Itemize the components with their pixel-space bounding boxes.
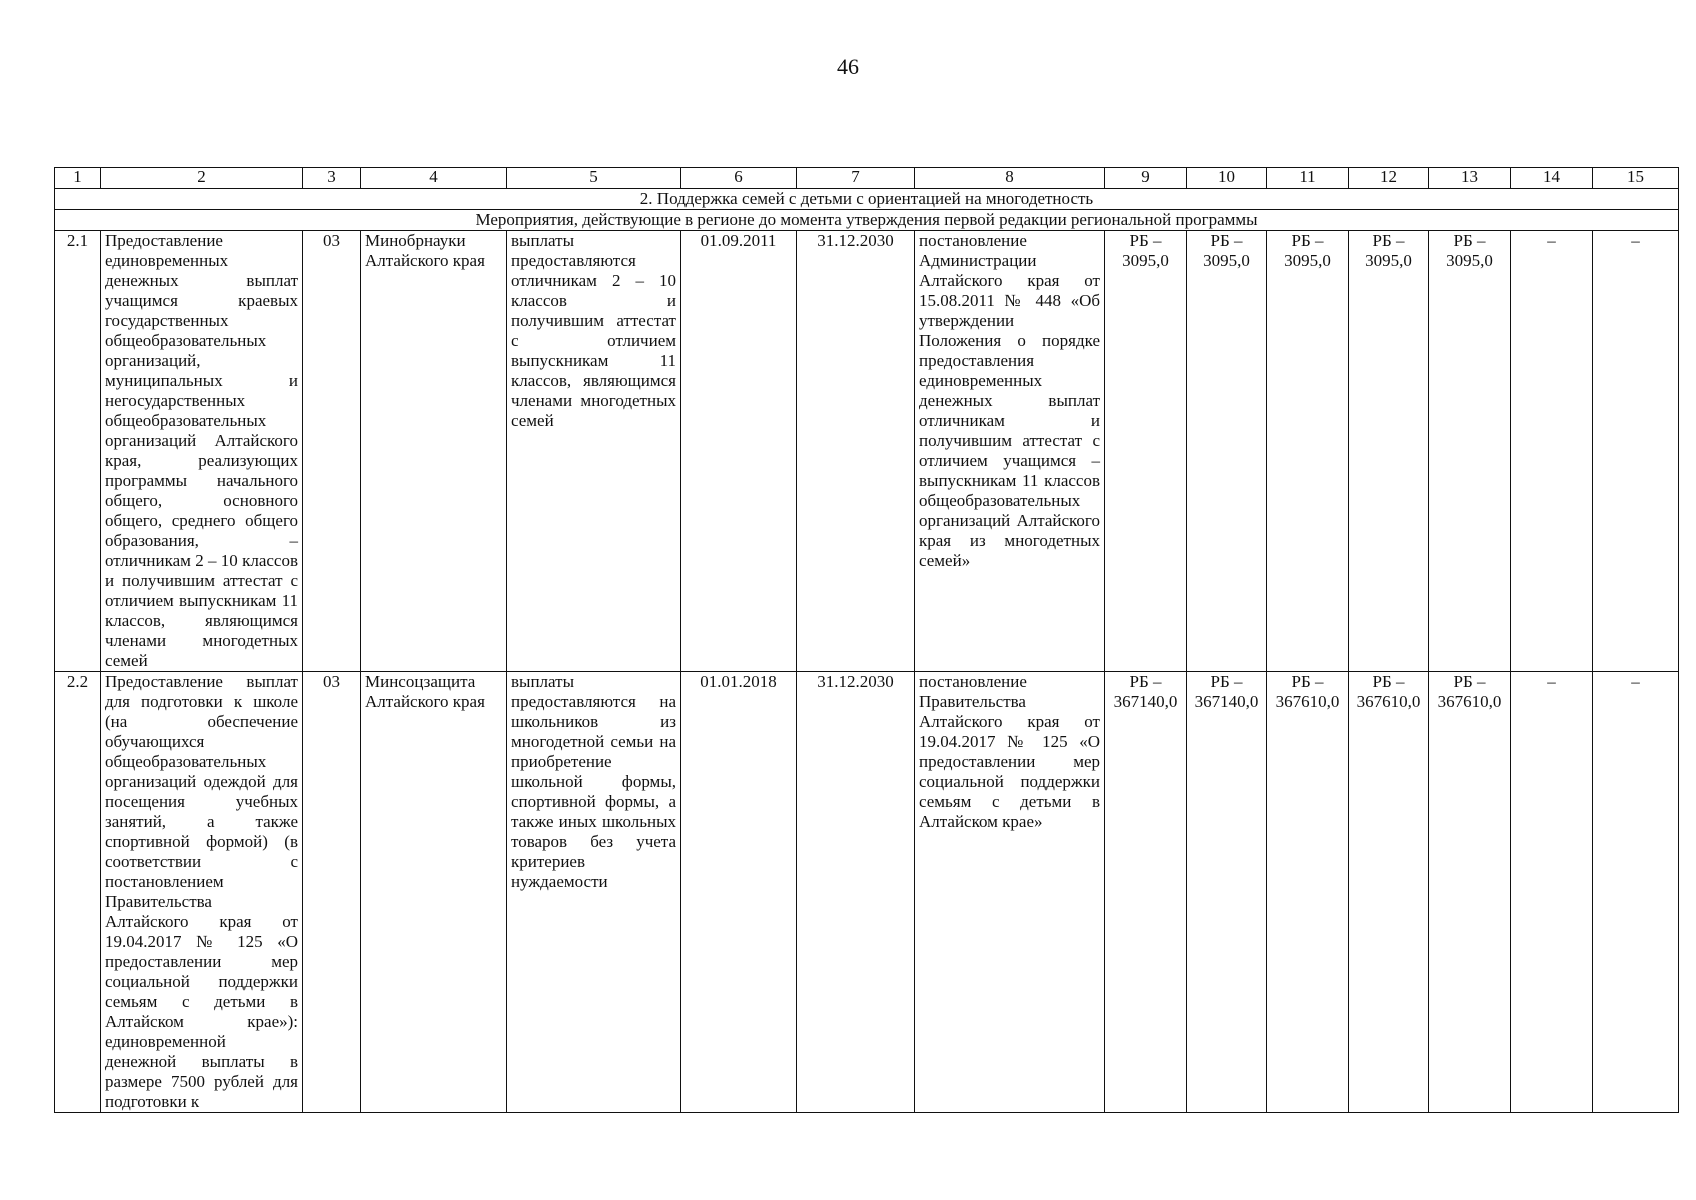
responsible-agency: Минсоцзащита Алтайского края bbox=[361, 672, 507, 1113]
column-number: 11 bbox=[1267, 168, 1349, 189]
funding-col-9: РБ – 367140,0 bbox=[1105, 672, 1187, 1113]
measure-conditions: выплаты предоставляются на школьников из многодетной семьи на приобретение школьной формы, спортивной формы, а также иных школьных товаров без учета критериев нуждаемости bbox=[507, 672, 681, 1113]
column-number-row bbox=[55, 168, 1679, 189]
responsible-agency: Минобрнауки Алтайского края bbox=[361, 231, 507, 672]
measure-code: 03 bbox=[303, 231, 361, 672]
funding-col-15: – bbox=[1593, 672, 1679, 1113]
legal-act: постановление Администрации Алтайского края от 15.08.2011 № 448 «Об утверждении Положения о порядке предоставления единовременных денежных выплат отличникам и получившим аттестат с отличием учащимся – выпускникам 11 классов общеобразовательных организаций Алтайского края из многодетных семей» bbox=[915, 231, 1105, 672]
funding-col-9: РБ – 3095,0 bbox=[1105, 231, 1187, 672]
page-number: 46 bbox=[837, 54, 859, 79]
funding-col-14: – bbox=[1511, 231, 1593, 672]
funding-col-15: – bbox=[1593, 231, 1679, 672]
end-date: 31.12.2030 bbox=[797, 672, 915, 1113]
measure-code: 03 bbox=[303, 672, 361, 1113]
measure-name: Предоставление выплат для подготовки к школе (на обеспечение обучающихся общеобразовательных организаций одеждой для посещения учебных занятий, а также спортивной формой) (в соответствии с постановлением Правительства Алтайского края от 19.04.2017 № 125 «О предоставлении мер социальной поддержки семьям с детьми в Алтайском крае»): единовременной денежной выплаты в размере 7500 рублей для подготовки к bbox=[101, 672, 303, 1113]
column-number: 2 bbox=[101, 168, 303, 189]
row-number: 2.1 bbox=[55, 231, 101, 672]
end-date: 31.12.2030 bbox=[797, 231, 915, 672]
funding-col-13: РБ – 367610,0 bbox=[1429, 672, 1511, 1113]
funding-col-14: – bbox=[1511, 672, 1593, 1113]
measures-table bbox=[54, 167, 1679, 1113]
column-number: 12 bbox=[1349, 168, 1429, 189]
column-number: 15 bbox=[1593, 168, 1679, 189]
subsection-row bbox=[55, 210, 1679, 231]
section-row bbox=[55, 189, 1679, 210]
column-number: 14 bbox=[1511, 168, 1593, 189]
column-number: 5 bbox=[507, 168, 681, 189]
funding-col-13: РБ – 3095,0 bbox=[1429, 231, 1511, 672]
start-date: 01.01.2018 bbox=[681, 672, 797, 1113]
column-number: 1 bbox=[55, 168, 101, 189]
funding-col-11: РБ – 367610,0 bbox=[1267, 672, 1349, 1113]
column-number: 13 bbox=[1429, 168, 1511, 189]
measure-conditions: выплаты предоставляются отличникам 2 – 10 классов и получившим аттестат с отличием выпускникам 11 классов, являющимся членами многодетных семей bbox=[507, 231, 681, 672]
funding-col-12: РБ – 3095,0 bbox=[1349, 231, 1429, 672]
funding-col-12: РБ – 367610,0 bbox=[1349, 672, 1429, 1113]
start-date: 01.09.2011 bbox=[681, 231, 797, 672]
measure-name: Предоставление единовременных денежных выплат учащимся краевых государственных общеобразовательных организаций, муниципальных и негосударственных общеобразовательных организаций Алтайского края, реализующих программы начального общего, основного общего, среднего общего образования, – отличникам 2 – 10 классов и получившим аттестат с отличием выпускникам 11 классов, являющимся членами многодетных семей bbox=[101, 231, 303, 672]
funding-col-11: РБ – 3095,0 bbox=[1267, 231, 1349, 672]
funding-col-10: РБ – 367140,0 bbox=[1187, 672, 1267, 1113]
subsection-title: Мероприятия, действующие в регионе до момента утверждения первой редакции региональной программы bbox=[55, 210, 1679, 231]
table-row bbox=[55, 231, 1679, 672]
column-number: 9 bbox=[1105, 168, 1187, 189]
section-title: 2. Поддержка семей с детьми с ориентацией на многодетность bbox=[55, 189, 1679, 210]
legal-act: постановление Правительства Алтайского края от 19.04.2017 № 125 «О предоставлении мер социальной поддержки семьям с детьми в Алтайском крае» bbox=[915, 672, 1105, 1113]
column-number: 10 bbox=[1187, 168, 1267, 189]
table-row bbox=[55, 672, 1679, 1113]
column-number: 6 bbox=[681, 168, 797, 189]
column-number: 7 bbox=[797, 168, 915, 189]
column-number: 8 bbox=[915, 168, 1105, 189]
column-number: 4 bbox=[361, 168, 507, 189]
row-number: 2.2 bbox=[55, 672, 101, 1113]
column-number: 3 bbox=[303, 168, 361, 189]
funding-col-10: РБ – 3095,0 bbox=[1187, 231, 1267, 672]
